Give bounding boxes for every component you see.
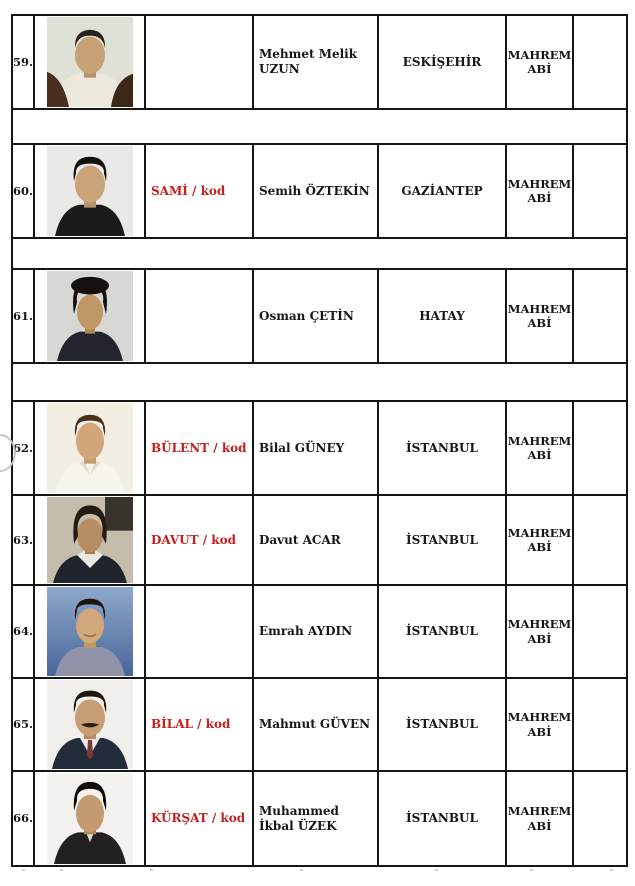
row-number-text: 61. — [13, 308, 34, 323]
empty-cell — [574, 270, 626, 362]
city-cell — [379, 586, 507, 677]
role-label: MAHREM ABİ — [507, 47, 572, 76]
portrait-photo — [47, 497, 133, 583]
city-cell — [379, 679, 507, 770]
empty-cell — [574, 496, 626, 584]
city-cell — [379, 270, 507, 362]
role-label: MAHREM ABİ — [507, 433, 572, 462]
role-label: MAHREM ABİ — [507, 525, 572, 554]
full-name: Emrah AYDIN — [259, 624, 353, 638]
full-name-cell — [254, 145, 379, 237]
scan-artifact-dot — [435, 869, 438, 871]
photo-cell — [35, 16, 146, 108]
empty-cell — [574, 586, 626, 677]
role-cell — [507, 679, 574, 770]
city-cell — [379, 772, 507, 865]
separator-row — [13, 239, 626, 270]
separator-row — [13, 364, 626, 402]
row-number-text: 64. — [13, 624, 34, 639]
code-name: SAMİ / kod — [151, 183, 226, 198]
role-label: MAHREM ABİ — [507, 301, 572, 330]
city: İSTANBUL — [406, 717, 478, 731]
role-cell — [507, 772, 574, 865]
scan-artifact-dot — [530, 869, 533, 871]
portrait-photo — [47, 403, 133, 493]
full-name-cell — [254, 402, 379, 494]
scan-artifact-dot — [60, 869, 63, 871]
code-name: DAVUT / kod — [151, 532, 236, 547]
city: GAZİANTEP — [401, 183, 483, 198]
role-label: MAHREM ABİ — [507, 710, 572, 739]
role-cell — [507, 16, 574, 108]
row-number — [13, 679, 35, 770]
table-row — [13, 679, 626, 772]
personnel-table — [11, 14, 628, 867]
full-name-cell — [254, 772, 379, 865]
role-cell — [507, 586, 574, 677]
row-number — [13, 145, 35, 237]
code-name-cell — [146, 16, 254, 108]
empty-cell — [574, 145, 626, 237]
role-label: MAHREM ABİ — [507, 617, 572, 646]
full-name: Bilal GÜNEY — [259, 440, 345, 455]
role-cell — [507, 496, 574, 584]
code-name-cell — [146, 772, 254, 865]
portrait-photo — [47, 146, 133, 236]
row-number — [13, 16, 35, 108]
role-label: MAHREM ABİ — [507, 804, 572, 833]
table-row — [13, 270, 626, 364]
code-name-cell — [146, 586, 254, 677]
table-row — [13, 772, 626, 865]
photo-cell — [35, 679, 146, 770]
separator-row — [13, 110, 626, 145]
row-number-text: 59. — [13, 54, 34, 69]
table-row — [13, 496, 626, 586]
code-name-cell — [146, 270, 254, 362]
portrait-photo — [47, 680, 133, 769]
full-name: Davut ACAR — [259, 532, 341, 547]
portrait-photo — [47, 271, 133, 361]
city: HATAY — [419, 308, 465, 323]
code-name: BÜLENT / kod — [151, 440, 247, 455]
city: İSTANBUL — [406, 532, 478, 547]
photo-cell — [35, 145, 146, 237]
portrait-photo — [47, 587, 133, 676]
role-cell — [507, 270, 574, 362]
full-name: Osman ÇETİN — [259, 308, 354, 323]
role-cell — [507, 145, 574, 237]
photo-cell — [35, 270, 146, 362]
table-row — [13, 16, 626, 110]
scan-artifact-dot — [300, 869, 303, 871]
full-name-cell — [254, 16, 379, 108]
portrait-photo — [47, 773, 133, 864]
code-name-cell — [146, 145, 254, 237]
row-number — [13, 496, 35, 584]
role-cell — [507, 402, 574, 494]
row-number — [13, 270, 35, 362]
row-number-text: 65. — [13, 717, 34, 732]
city-cell — [379, 496, 507, 584]
row-number — [13, 402, 35, 494]
scan-artifact-dot — [150, 869, 153, 871]
scan-artifact-dot — [610, 869, 613, 871]
code-name: BİLAL / kod — [151, 717, 231, 731]
full-name-cell — [254, 270, 379, 362]
row-number — [13, 772, 35, 865]
row-number — [13, 586, 35, 677]
code-name: KÜRŞAT / kod — [151, 811, 246, 825]
full-name: Muhammed İkbal ÜZEK — [259, 803, 339, 833]
city: İSTANBUL — [406, 624, 478, 638]
city-cell — [379, 402, 507, 494]
photo-cell — [35, 586, 146, 677]
role-label: MAHREM ABİ — [507, 176, 572, 205]
full-name: Mahmut GÜVEN — [259, 717, 371, 731]
full-name-cell — [254, 679, 379, 770]
empty-cell — [574, 402, 626, 494]
empty-cell — [574, 772, 626, 865]
code-name-cell — [146, 496, 254, 584]
full-name-cell — [254, 586, 379, 677]
portrait-photo — [47, 17, 133, 107]
code-name-cell — [146, 402, 254, 494]
full-name-cell — [254, 496, 379, 584]
row-number-text: 60. — [13, 183, 34, 198]
table-row — [13, 402, 626, 496]
photo-cell — [35, 772, 146, 865]
city-cell — [379, 145, 507, 237]
city: İSTANBUL — [406, 440, 478, 455]
city: İSTANBUL — [406, 811, 478, 825]
scan-artifact-dot — [22, 869, 25, 871]
table-row — [13, 586, 626, 679]
full-name: Mehmet Melik UZUN — [259, 47, 358, 76]
code-name-cell — [146, 679, 254, 770]
full-name: Semih ÖZTEKİN — [259, 183, 370, 198]
row-number-text: 66. — [13, 811, 34, 826]
city-cell — [379, 16, 507, 108]
table-row — [13, 145, 626, 239]
empty-cell — [574, 16, 626, 108]
city: ESKİŞEHİR — [402, 54, 482, 69]
photo-cell — [35, 402, 146, 494]
row-number-text: 62. — [13, 440, 34, 455]
row-number-text: 63. — [13, 532, 34, 547]
photo-cell — [35, 496, 146, 584]
empty-cell — [574, 679, 626, 770]
